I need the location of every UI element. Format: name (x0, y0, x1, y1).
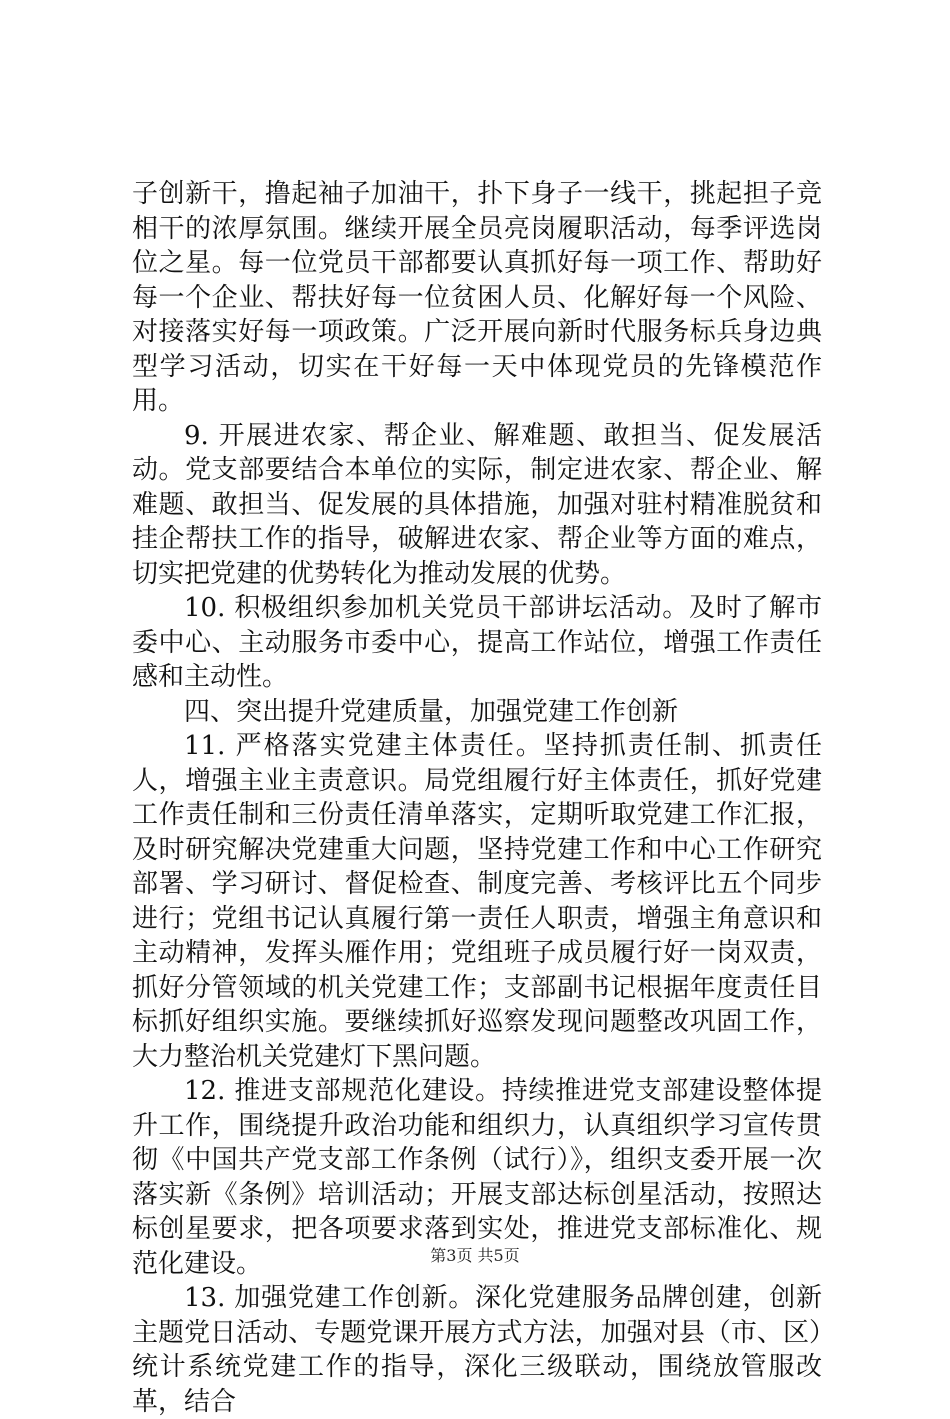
paragraph-item-13: 13. 加强党建工作创新。深化党建服务品牌创建，创新主题党日活动、专题党课开展方式方法，加强对县（市、区）统计系统党建工作的指导，深化三级联动，围绕放管服改革，结合 (132, 1283, 822, 1417)
section-heading-4: 四、突出提升党建质量，加强党建工作创新 (184, 696, 679, 727)
document-body (132, 177, 822, 1419)
page-footer: 第3页 共5页 (430, 1246, 520, 1265)
paragraph-item-12: 12. 推进支部规范化建设。持续推进党支部建设整体提升工作，围绕提升政治功能和组织力，认真组织学习宣传贯彻《中国共产党支部工作条例（试行）》，组织支委开展一次落实新《条例》培训活动；开展支部达标创星活动，按照达标创星要求，把各项要求落到实处，推进党支部标准化、规范化建设。 (132, 1076, 822, 1279)
paragraph-continuation: 子创新干，撸起袖子加油干，扑下身子一线干，挑起担子竞相干的浓厚氛围。继续开展全员亮岗履职活动，每季评选岗位之星。每一位党员干部都要认真抓好每一项工作、帮助好每一个企业、帮扶好每一位贫困人员、化解好每一个风险、对接落实好每一项政策。广泛开展向新时代服务标兵身边典型学习活动，切实在干好每一天中体现党员的先锋模范作用。 (132, 179, 822, 416)
paragraph-item-11: 11. 严格落实党建主体责任。坚持抓责任制、抓责任人，增强主业主责意识。局党组履行好主体责任，抓好党建工作责任制和三份责任清单落实，定期听取党建工作汇报，及时研究解决党建重大问题，坚持党建工作和中心工作研究部署、学习研讨、督促检查、制度完善、考核评比五个同步进行；党组书记认真履行第一责任人职责，增强主角意识和主动精神，发挥头雁作用；党组班子成员履行好一岗双责，抓好分管领域的机关党建工作；支部副书记根据年度责任目标抓好组织实施。要继续抓好巡察发现问题整改巩固工作，大力整治机关党建灯下黑问题。 (132, 731, 822, 1072)
paragraph-item-10: 10. 积极组织参加机关党员干部讲坛活动。及时了解市委中心、主动服务市委中心，提高工作站位，增强工作责任感和主动性。 (132, 593, 822, 692)
paragraph-item-9: 9. 开展进农家、帮企业、解难题、敢担当、促发展活动。党支部要结合本单位的实际，制定进农家、帮企业、解难题、敢担当、促发展的具体措施，加强对驻村精准脱贫和挂企帮扶工作的指导，破解进农家、帮企业等方面的难点，切实把党建的优势转化为推动发展的优势。 (132, 420, 822, 589)
